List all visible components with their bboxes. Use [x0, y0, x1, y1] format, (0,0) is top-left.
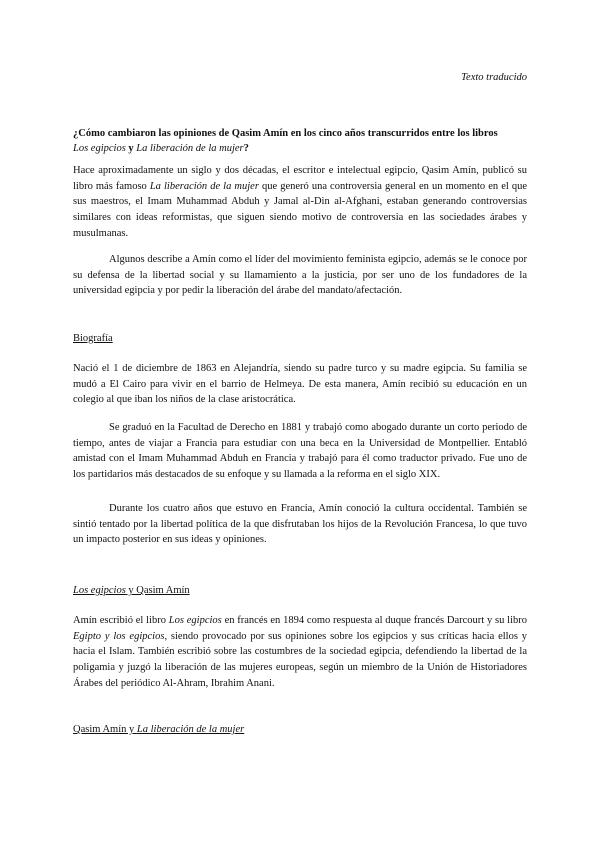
intro-paragraph-2: Algunos describe a Amín como el líder del movimiento feminista egipcio, además se le conoce por su defensa de la libertad social y su llamamiento a la justicia, por ser uno de los fundadores de la universidad egipcia y por pedir la liberación del árabe del mandato/afectación. [73, 254, 527, 297]
title-conjunction: y [128, 143, 134, 154]
title-book-1: Los egipcios [73, 143, 126, 154]
biografia-paragraph-1: Nació el 1 de diciembre de 1863 en Alejandría, siendo su padre turco y su madre egipcia. Su familia se mudó a El Cairo para vivir en el barrio de Helmeya. De esta manera, Amín recibió su educación en un colegio al que iban los niños de la clase aristocrática. [73, 363, 527, 406]
biografia-paragraph-3: Durante los cuatro años que estuvo en Francia, Amín conoció la cultura occidental. También se sintió tentado por la libertad política de la que disfrutaban los hijos de la Revolución Francesa, lo que tuvo un impacto posterior en sus ideas y opiniones. [73, 503, 527, 546]
egipcios-heading [73, 585, 190, 596]
egipcios-book-2: Egipto y los egipcios [73, 630, 165, 642]
egipcios-heading-book: Los egipcios [73, 585, 126, 596]
intro-p1-text-b: que generó una controversia general en un momento en el que sus maestros, el Imam Muhammad Abduh y Jamal al-Din al-Afghani, estaban generando controversias similares con ideas reformistas, que siguen siendo motivo de controversia en las sociedades árabes y musulmanas. [73, 180, 527, 239]
egipcios-text-a: Amín escribió el libro [73, 615, 169, 626]
intro-p1-text-a: Hace aproximadamente un siglo y dos décadas, el escritor e intelectual egipcio, Qasim Amín, publicó su libro más famoso [73, 165, 527, 192]
translated-text-label: Texto traducido [461, 72, 527, 83]
title-line: ¿Cómo cambiaron las opiniones de Qasim Amín en los cinco años transcurridos entre los libros [73, 128, 498, 139]
egipcios-heading-rest: y Qasim Amín [125, 585, 190, 596]
egipcios-paragraph [73, 613, 527, 692]
biografia-heading: Biografía [73, 333, 113, 344]
egipcios-text-b: en francés en 1894 como respuesta al duque francés Darcourt y su libro [221, 615, 527, 626]
liberacion-heading-rest: Qasim Amín y [73, 724, 137, 735]
biografia-paragraph-2: Se graduó en la Facultad de Derecho en 1881 y trabajó como abogado durante un corto periodo de tiempo, antes de viajar a Francia para estudiar con una beca en la Universidad de Montpellier. Entabló amistad con el Imam Muhammad Abduh en Francia y trabajó para él como traductor privado. Fue uno de los partidarios más destacados de su enfoque y su llamada a la reforma en el siglo XIX. [73, 422, 527, 481]
title-book-2: La liberación de la mujer [136, 143, 244, 154]
egipcios-book-1: Los egipcios [168, 615, 222, 626]
intro-p1-book: La liberación de la mujer [149, 180, 259, 192]
liberacion-heading [73, 724, 244, 735]
intro-paragraph-1 [73, 163, 527, 242]
document-title [73, 126, 527, 156]
egipcios-text-c: , siendo provocado por sus opiniones sobre los egipcios y sus críticas hacia ellos y hacia el Islam. También escribió sobre las costumbres de la sociedad egipcia, defendiendo la libertad de la poligamia y juzgó la liberación de las mujeres europeas, según un miembro de la Unión de Historiadores Árabes del periódico Al-Ahram, Ibrahim Anani. [73, 630, 528, 689]
title-question-mark: ? [243, 143, 249, 154]
liberacion-heading-book: La liberación de la mujer [136, 724, 245, 735]
